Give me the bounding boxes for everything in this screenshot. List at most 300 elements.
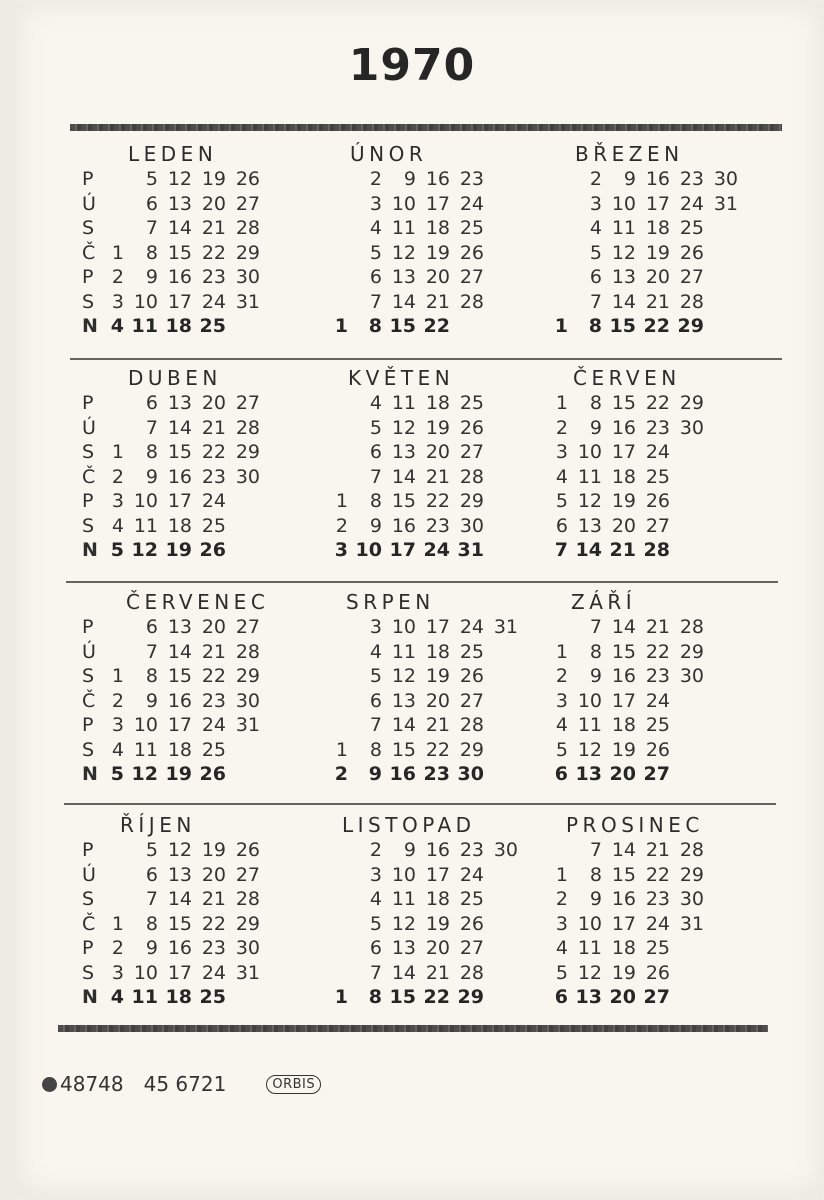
date-cell: 12 (577, 738, 602, 761)
date-cell: 24 (645, 689, 670, 712)
week-row (90, 615, 260, 640)
date-cell: 19 (201, 839, 226, 861)
date-cell: 1 (111, 912, 124, 935)
week-row (534, 689, 704, 714)
date-cell: 22 (645, 863, 670, 886)
date-cell: 23 (645, 416, 670, 439)
date-cell: 24 (201, 714, 226, 736)
date-cell: 15 (389, 986, 416, 1008)
date-cell: 3 (555, 689, 568, 712)
date-cell: 13 (391, 937, 416, 959)
date-cell: 24 (645, 441, 670, 463)
date-cell: 24 (459, 192, 484, 215)
month-day-grid (90, 391, 260, 563)
date-cell: 26 (645, 738, 670, 761)
date-cell: 18 (165, 986, 192, 1008)
date-cell: 23 (423, 763, 450, 785)
date-cell: 24 (201, 961, 226, 984)
date-cell: 2 (555, 665, 568, 687)
week-row (534, 167, 738, 192)
month-day-grid (534, 615, 704, 787)
date-cell: 20 (611, 514, 636, 537)
weekday-label: P (82, 392, 94, 414)
week-row (90, 912, 260, 937)
date-cell: 15 (167, 912, 192, 935)
month-block (554, 142, 800, 372)
date-cell: 3 (334, 539, 348, 561)
date-cell: 17 (389, 539, 416, 561)
date-cell: 2 (334, 763, 348, 785)
weekday-label: S (82, 514, 95, 537)
weekday-label: P (82, 937, 94, 959)
date-cell: 15 (611, 863, 636, 886)
date-cell: 10 (577, 689, 602, 712)
week-row (314, 514, 484, 539)
date-cell: 21 (425, 290, 450, 313)
date-cell: 14 (391, 714, 416, 736)
quarter-2 (0, 366, 824, 596)
date-cell: 9 (145, 266, 158, 288)
date-cell: 11 (131, 986, 158, 1008)
date-cell: 25 (199, 986, 226, 1008)
week-row (534, 838, 704, 863)
date-cell: 8 (368, 315, 382, 337)
date-cell: 9 (403, 839, 416, 861)
weekday-label: S (82, 738, 95, 761)
week-row (534, 713, 704, 738)
week-row (90, 738, 260, 763)
month-name: ŘÍJEN (120, 813, 196, 837)
date-cell: 29 (459, 490, 484, 512)
week-row (90, 664, 260, 689)
date-cell: 9 (145, 937, 158, 959)
week-row (534, 489, 704, 514)
week-row (314, 416, 484, 441)
date-cell: 15 (611, 392, 636, 414)
date-cell: 29 (235, 241, 260, 264)
date-cell: 3 (369, 192, 382, 215)
date-cell: 26 (645, 961, 670, 984)
date-cell: 8 (369, 490, 382, 512)
week-row (314, 762, 518, 787)
date-cell: 21 (201, 640, 226, 663)
month-name: ČERVEN (573, 366, 681, 390)
date-cell: 4 (369, 392, 382, 414)
date-cell: 11 (131, 315, 158, 337)
date-cell: 10 (133, 490, 158, 512)
date-cell: 2 (555, 888, 568, 910)
date-cell: 30 (679, 888, 704, 910)
date-cell: 12 (391, 665, 416, 687)
week-row (314, 440, 484, 465)
week-row (314, 192, 484, 217)
week-row (314, 290, 484, 315)
date-cell: 25 (199, 315, 226, 337)
date-cell: 24 (459, 863, 484, 886)
date-cell: 3 (369, 863, 382, 886)
week-row (314, 241, 484, 266)
date-cell: 8 (589, 863, 602, 886)
date-cell: 22 (423, 315, 450, 337)
date-cell: 15 (391, 738, 416, 761)
date-cell: 11 (391, 888, 416, 910)
footer-code-1: 48748 (60, 1072, 124, 1096)
date-cell: 15 (611, 640, 636, 663)
date-cell: 1 (335, 738, 348, 761)
date-cell: 6 (145, 616, 158, 638)
week-row (534, 216, 738, 241)
month-day-grid (314, 615, 518, 787)
date-cell: 14 (575, 539, 602, 561)
date-cell: 3 (111, 290, 124, 313)
date-cell: 19 (645, 241, 670, 264)
date-cell: 4 (111, 738, 124, 761)
date-cell: 22 (645, 640, 670, 663)
date-cell: 12 (577, 961, 602, 984)
date-cell: 4 (589, 217, 602, 239)
weekday-label: S (82, 217, 95, 239)
week-row (90, 192, 260, 217)
date-cell: 2 (111, 689, 124, 712)
week-row (314, 489, 484, 514)
date-cell: 11 (391, 217, 416, 239)
date-cell: 20 (201, 863, 226, 886)
week-row (534, 664, 704, 689)
week-row (90, 689, 260, 714)
date-cell: 27 (679, 266, 704, 288)
week-row (90, 713, 260, 738)
week-row (314, 216, 484, 241)
date-cell: 29 (679, 863, 704, 886)
date-cell: 29 (459, 738, 484, 761)
date-cell: 19 (425, 416, 450, 439)
date-cell: 6 (145, 863, 158, 886)
week-row (314, 738, 518, 763)
date-cell: 11 (133, 738, 158, 761)
date-cell: 15 (167, 441, 192, 463)
weekday-label: Č (82, 241, 96, 264)
date-cell: 10 (611, 192, 636, 215)
date-cell: 25 (645, 465, 670, 488)
date-cell: 24 (423, 539, 450, 561)
week-row (534, 538, 704, 563)
date-cell: 23 (679, 168, 704, 190)
date-cell: 9 (403, 168, 416, 190)
week-row (314, 664, 518, 689)
date-cell: 21 (425, 714, 450, 736)
date-cell: 25 (679, 217, 704, 239)
week-row (314, 838, 518, 863)
date-cell: 4 (369, 640, 382, 663)
date-cell: 11 (577, 937, 602, 959)
date-cell: 10 (133, 714, 158, 736)
week-row (534, 290, 738, 315)
date-cell: 16 (611, 665, 636, 687)
date-cell: 22 (645, 392, 670, 414)
date-cell: 2 (369, 839, 382, 861)
date-cell: 21 (201, 888, 226, 910)
date-cell: 5 (369, 241, 382, 264)
week-row (90, 265, 260, 290)
date-cell: 31 (235, 961, 260, 984)
date-cell: 4 (555, 714, 568, 736)
week-row (314, 689, 518, 714)
date-cell: 27 (235, 616, 260, 638)
date-cell: 3 (111, 714, 124, 736)
date-cell: 27 (459, 441, 484, 463)
date-cell: 23 (201, 465, 226, 488)
date-cell: 28 (459, 714, 484, 736)
date-cell: 30 (457, 763, 484, 785)
footer (42, 1072, 321, 1096)
weekday-label: P (82, 616, 94, 638)
weekday-label: N (82, 986, 98, 1008)
date-cell: 16 (391, 514, 416, 537)
date-cell: 11 (611, 217, 636, 239)
date-cell: 13 (167, 863, 192, 886)
weekday-label: Ú (82, 416, 96, 439)
date-cell: 20 (425, 937, 450, 959)
date-cell: 8 (145, 441, 158, 463)
date-cell: 22 (425, 490, 450, 512)
week-row (534, 514, 704, 539)
week-row (90, 863, 260, 888)
date-cell: 24 (679, 192, 704, 215)
date-cell: 15 (389, 315, 416, 337)
week-row (314, 863, 518, 888)
weekday-label: Č (82, 465, 96, 488)
date-cell: 30 (459, 514, 484, 537)
date-cell: 2 (589, 168, 602, 190)
week-row (314, 961, 518, 986)
month-block (554, 366, 800, 596)
date-cell: 1 (335, 490, 348, 512)
date-cell: 12 (131, 539, 158, 561)
date-cell: 30 (679, 665, 704, 687)
date-cell: 20 (425, 266, 450, 288)
date-cell: 30 (493, 839, 518, 861)
date-cell: 23 (459, 168, 484, 190)
date-cell: 4 (555, 465, 568, 488)
date-cell: 5 (145, 168, 158, 190)
date-cell: 5 (555, 738, 568, 761)
weekday-label: N (82, 763, 98, 785)
date-cell: 26 (679, 241, 704, 264)
month-name: KVĚTEN (348, 366, 455, 390)
date-cell: 7 (369, 290, 382, 313)
date-cell: 25 (645, 937, 670, 959)
date-cell: 2 (555, 416, 568, 439)
month-day-grid (314, 838, 518, 1010)
date-cell: 21 (645, 839, 670, 861)
date-cell: 26 (459, 912, 484, 935)
date-cell: 11 (391, 640, 416, 663)
date-cell: 5 (369, 416, 382, 439)
date-cell: 26 (235, 839, 260, 861)
weekday-label: S (82, 888, 95, 910)
date-cell: 18 (165, 315, 192, 337)
week-row (90, 314, 260, 339)
date-cell: 1 (555, 392, 568, 414)
date-cell: 19 (611, 738, 636, 761)
week-row (534, 192, 738, 217)
week-row (90, 514, 260, 539)
weekday-label: Ú (82, 640, 96, 663)
date-cell: 23 (645, 888, 670, 910)
quarter-3 (0, 590, 824, 820)
date-cell: 28 (459, 961, 484, 984)
week-row (534, 762, 704, 787)
week-row (90, 985, 260, 1010)
date-cell: 28 (235, 640, 260, 663)
date-cell: 25 (201, 738, 226, 761)
date-cell: 5 (369, 665, 382, 687)
date-cell: 2 (111, 465, 124, 488)
week-row (534, 416, 704, 441)
week-row (314, 936, 518, 961)
date-cell: 9 (368, 763, 382, 785)
date-cell: 27 (459, 266, 484, 288)
weekday-label: Ú (82, 192, 96, 215)
date-cell: 15 (167, 241, 192, 264)
date-cell: 14 (611, 290, 636, 313)
date-cell: 5 (145, 839, 158, 861)
date-cell: 9 (369, 514, 382, 537)
date-cell: 13 (167, 616, 192, 638)
month-day-grid (90, 167, 260, 339)
date-cell: 19 (611, 961, 636, 984)
date-cell: 12 (391, 416, 416, 439)
date-cell: 4 (111, 514, 124, 537)
date-cell: 3 (111, 961, 124, 984)
date-cell: 25 (201, 514, 226, 537)
date-cell: 15 (391, 490, 416, 512)
week-row (534, 985, 704, 1010)
week-row (534, 912, 704, 937)
date-cell: 17 (167, 714, 192, 736)
month-name: LEDEN (128, 142, 218, 166)
date-cell: 6 (369, 266, 382, 288)
date-cell: 8 (145, 912, 158, 935)
date-cell: 14 (391, 961, 416, 984)
date-cell: 12 (167, 839, 192, 861)
date-cell: 21 (645, 290, 670, 313)
week-row (90, 216, 260, 241)
week-row (90, 440, 260, 465)
week-row (314, 265, 484, 290)
date-cell: 23 (645, 665, 670, 687)
date-cell: 26 (645, 490, 670, 512)
week-row (314, 314, 484, 339)
date-cell: 27 (645, 514, 670, 537)
date-cell: 1 (111, 241, 124, 264)
date-cell: 7 (145, 640, 158, 663)
date-cell: 29 (679, 392, 704, 414)
date-cell: 30 (235, 465, 260, 488)
weekday-label: P (82, 839, 94, 861)
date-cell: 18 (425, 888, 450, 910)
date-cell: 2 (369, 168, 382, 190)
date-cell: 11 (577, 465, 602, 488)
date-cell: 30 (713, 168, 738, 190)
date-cell: 18 (425, 392, 450, 414)
date-cell: 26 (459, 241, 484, 264)
date-cell: 27 (643, 763, 670, 785)
date-cell: 20 (201, 192, 226, 215)
week-row (534, 936, 704, 961)
month-name: DUBEN (128, 366, 222, 390)
week-row (534, 887, 704, 912)
date-cell: 23 (201, 266, 226, 288)
month-name: ČERVENEC (126, 590, 270, 614)
week-row (90, 640, 260, 665)
publisher-logo: ORBIS (266, 1075, 321, 1094)
week-row (314, 887, 518, 912)
date-cell: 27 (235, 192, 260, 215)
date-cell: 26 (459, 665, 484, 687)
week-row (534, 241, 738, 266)
week-row (90, 167, 260, 192)
date-cell: 18 (611, 714, 636, 736)
date-cell: 29 (235, 912, 260, 935)
date-cell: 20 (425, 689, 450, 712)
month-name: LISTOPAD (342, 813, 476, 837)
date-cell: 6 (555, 514, 568, 537)
date-cell: 2 (111, 937, 124, 959)
date-cell: 27 (235, 863, 260, 886)
date-cell: 12 (611, 241, 636, 264)
week-row (534, 265, 738, 290)
date-cell: 1 (111, 441, 124, 463)
weekday-label: P (82, 490, 94, 512)
date-cell: 6 (145, 192, 158, 215)
month-name: ZÁŘÍ (571, 590, 637, 614)
week-row (534, 615, 704, 640)
date-cell: 13 (577, 514, 602, 537)
date-cell: 13 (167, 192, 192, 215)
date-cell: 10 (355, 539, 382, 561)
date-cell: 8 (589, 640, 602, 663)
top-rule (70, 124, 782, 131)
weekday-label: Č (82, 689, 96, 712)
date-cell: 15 (167, 665, 192, 687)
date-cell: 11 (391, 392, 416, 414)
date-cell: 13 (575, 986, 602, 1008)
date-cell: 29 (677, 315, 704, 337)
date-cell: 17 (425, 863, 450, 886)
date-cell: 14 (391, 465, 416, 488)
date-cell: 31 (457, 539, 484, 561)
week-row (314, 713, 518, 738)
weekday-label: S (82, 665, 95, 687)
date-cell: 15 (609, 315, 636, 337)
date-cell: 7 (369, 714, 382, 736)
week-row (90, 961, 260, 986)
date-cell: 16 (611, 416, 636, 439)
date-cell: 26 (235, 168, 260, 190)
date-cell: 17 (167, 290, 192, 313)
week-row (314, 985, 518, 1010)
date-cell: 10 (391, 192, 416, 215)
date-cell: 14 (391, 290, 416, 313)
year-title: 1970 (348, 40, 476, 91)
month-name: ÚNOR (350, 142, 428, 166)
week-row (314, 167, 484, 192)
month-name: SRPEN (346, 590, 435, 614)
weekday-label: N (82, 539, 98, 561)
date-cell: 19 (425, 665, 450, 687)
date-cell: 26 (459, 416, 484, 439)
